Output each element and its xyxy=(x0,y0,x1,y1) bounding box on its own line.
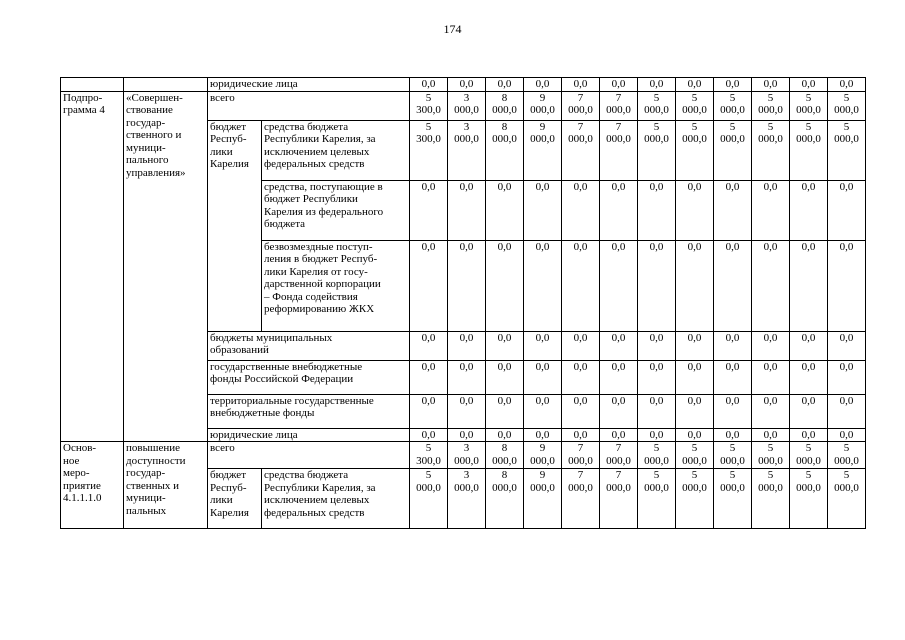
table-value-cell: 0,0 xyxy=(562,180,600,240)
table-value-cell: 0,0 xyxy=(486,180,524,240)
table-value-cell: 0,0 xyxy=(638,428,676,442)
table-label-cell: бюджеты муниципальных образований xyxy=(208,331,410,360)
table-value-cell: 0,0 xyxy=(524,360,562,394)
table-value-cell: 0,0 xyxy=(714,428,752,442)
table-value-cell: 0,0 xyxy=(638,394,676,428)
table-value-cell: 0,0 xyxy=(714,180,752,240)
table-value-cell: 0,0 xyxy=(790,180,828,240)
table-label-cell xyxy=(61,78,124,92)
table-row xyxy=(61,91,866,120)
table-value-cell: 5 000,0 xyxy=(676,442,714,469)
table-value-cell: 0,0 xyxy=(410,428,448,442)
table-value-cell: 5 000,0 xyxy=(828,91,866,120)
table-value-cell: 5 000,0 xyxy=(676,469,714,529)
table-value-cell: 0,0 xyxy=(562,78,600,92)
table-value-cell: 0,0 xyxy=(714,394,752,428)
table-value-cell: 0,0 xyxy=(486,428,524,442)
table-value-cell: 5 000,0 xyxy=(714,91,752,120)
table-value-cell: 0,0 xyxy=(828,240,866,331)
table-value-cell: 0,0 xyxy=(828,331,866,360)
table-label-cell: бюджет Респуб- лики Карелия xyxy=(208,469,262,529)
table-label-cell: повышение доступности государ- ственных и муници- пальных xyxy=(124,442,208,529)
table-value-cell: 0,0 xyxy=(410,240,448,331)
table-value-cell: 0,0 xyxy=(676,331,714,360)
table-value-cell: 0,0 xyxy=(752,78,790,92)
table-value-cell: 3 000,0 xyxy=(448,120,486,180)
table-label-cell: средства бюджета Республики Карелия, за исключением целевых федеральных средств xyxy=(262,120,410,180)
table-value-cell: 0,0 xyxy=(486,360,524,394)
table-value-cell: 0,0 xyxy=(410,78,448,92)
table-value-cell: 0,0 xyxy=(638,78,676,92)
table-value-cell: 0,0 xyxy=(790,394,828,428)
table-value-cell: 5 000,0 xyxy=(790,120,828,180)
table-value-cell: 5 000,0 xyxy=(828,469,866,529)
table-value-cell: 0,0 xyxy=(714,78,752,92)
table-value-cell: 0,0 xyxy=(600,428,638,442)
table-label-cell xyxy=(124,78,208,92)
table-value-cell: 7 000,0 xyxy=(562,442,600,469)
table-value-cell: 0,0 xyxy=(524,240,562,331)
table-value-cell: 5 000,0 xyxy=(676,91,714,120)
table-value-cell: 0,0 xyxy=(524,394,562,428)
table-value-cell: 9 000,0 xyxy=(524,469,562,529)
table-label-cell: «Совершен- ствование государ- ственного и муници- пального управления» xyxy=(124,91,208,442)
table-label-cell: территориальные государственные внебюджетные фонды xyxy=(208,394,410,428)
table-value-cell: 0,0 xyxy=(562,331,600,360)
table-value-cell: 0,0 xyxy=(410,394,448,428)
table-value-cell: 0,0 xyxy=(790,78,828,92)
table-value-cell: 0,0 xyxy=(562,360,600,394)
table-value-cell: 0,0 xyxy=(828,180,866,240)
table-value-cell: 8 000,0 xyxy=(486,91,524,120)
table-value-cell: 7 000,0 xyxy=(600,469,638,529)
table-value-cell: 0,0 xyxy=(828,428,866,442)
table-value-cell: 0,0 xyxy=(790,331,828,360)
table-value-cell: 8 000,0 xyxy=(486,120,524,180)
table-value-cell: 0,0 xyxy=(410,331,448,360)
table-value-cell: 3 000,0 xyxy=(448,442,486,469)
table-value-cell: 5 000,0 xyxy=(752,91,790,120)
table-value-cell: 0,0 xyxy=(752,428,790,442)
table-value-cell: 0,0 xyxy=(486,78,524,92)
table-value-cell: 0,0 xyxy=(562,394,600,428)
table-value-cell: 0,0 xyxy=(828,394,866,428)
table-value-cell: 0,0 xyxy=(600,240,638,331)
table-value-cell: 5 000,0 xyxy=(752,469,790,529)
table-value-cell: 0,0 xyxy=(600,180,638,240)
table-value-cell: 3 000,0 xyxy=(448,469,486,529)
table-value-cell: 0,0 xyxy=(714,360,752,394)
table-value-cell: 0,0 xyxy=(448,428,486,442)
table-value-cell: 0,0 xyxy=(790,428,828,442)
table-value-cell: 0,0 xyxy=(524,180,562,240)
table-value-cell: 0,0 xyxy=(714,240,752,331)
table-value-cell: 5 000,0 xyxy=(638,469,676,529)
table-value-cell: 7 000,0 xyxy=(562,120,600,180)
table-value-cell: 5 000,0 xyxy=(714,469,752,529)
table-value-cell: 3 000,0 xyxy=(448,91,486,120)
table-value-cell: 9 000,0 xyxy=(524,442,562,469)
table-value-cell: 0,0 xyxy=(600,331,638,360)
table-value-cell: 0,0 xyxy=(752,394,790,428)
table-value-cell: 5 000,0 xyxy=(676,120,714,180)
table-value-cell: 0,0 xyxy=(714,331,752,360)
table-label-cell: Подпро- грамма 4 xyxy=(61,91,124,442)
table-value-cell: 5 000,0 xyxy=(752,442,790,469)
table-value-cell: 0,0 xyxy=(448,240,486,331)
table-value-cell: 5 300,0 xyxy=(410,120,448,180)
table-value-cell: 0,0 xyxy=(828,78,866,92)
table-value-cell: 0,0 xyxy=(790,240,828,331)
table-value-cell: 0,0 xyxy=(448,331,486,360)
table-value-cell: 0,0 xyxy=(638,240,676,331)
table-value-cell: 0,0 xyxy=(600,78,638,92)
table-value-cell: 0,0 xyxy=(486,331,524,360)
table-value-cell: 0,0 xyxy=(524,331,562,360)
table-value-cell: 7 000,0 xyxy=(562,469,600,529)
table-value-cell: 5 000,0 xyxy=(828,442,866,469)
table-label-cell: безвозмездные поступ- ления в бюджет Респуб- лики Карелия от госу- дарственной корпорации – Фонда содействия реформированию ЖКХ xyxy=(262,240,410,331)
table-label-cell: Основ- ное меро- приятие 4.1.1.1.0 xyxy=(61,442,124,529)
table-value-cell: 8 000,0 xyxy=(486,469,524,529)
table-value-cell: 0,0 xyxy=(562,240,600,331)
table-label-cell: юридические лица xyxy=(208,428,410,442)
table-value-cell: 5 000,0 xyxy=(714,120,752,180)
table-value-cell: 5 300,0 xyxy=(410,91,448,120)
table-value-cell: 5 000,0 xyxy=(410,469,448,529)
table-value-cell: 0,0 xyxy=(828,360,866,394)
table-row xyxy=(61,442,866,469)
table-label-cell: юридические лица xyxy=(208,78,410,92)
table-value-cell: 0,0 xyxy=(676,240,714,331)
table-value-cell: 5 000,0 xyxy=(714,442,752,469)
table-value-cell: 8 000,0 xyxy=(486,442,524,469)
table-value-cell: 0,0 xyxy=(638,331,676,360)
table-value-cell: 0,0 xyxy=(752,240,790,331)
table-label-cell: бюджет Респуб- лики Карелия xyxy=(208,120,262,331)
table-value-cell: 0,0 xyxy=(752,331,790,360)
table-value-cell: 0,0 xyxy=(410,360,448,394)
table-value-cell: 0,0 xyxy=(752,180,790,240)
table-value-cell: 0,0 xyxy=(410,180,448,240)
table-value-cell: 0,0 xyxy=(562,428,600,442)
table-value-cell: 7 000,0 xyxy=(600,442,638,469)
table-value-cell: 0,0 xyxy=(676,360,714,394)
table-value-cell: 5 300,0 xyxy=(410,442,448,469)
table-value-cell: 7 000,0 xyxy=(600,120,638,180)
table-value-cell: 0,0 xyxy=(600,360,638,394)
table-value-cell: 0,0 xyxy=(676,428,714,442)
table-label-cell: средства бюджета Республики Карелия, за исключением целевых федеральных средств xyxy=(262,469,410,529)
table-value-cell: 5 000,0 xyxy=(790,91,828,120)
table-value-cell: 0,0 xyxy=(676,394,714,428)
table-value-cell: 0,0 xyxy=(448,360,486,394)
table-value-cell: 0,0 xyxy=(600,394,638,428)
table-value-cell: 5 000,0 xyxy=(638,91,676,120)
page-number: 174 xyxy=(443,22,462,36)
table-value-cell: 0,0 xyxy=(448,180,486,240)
table-value-cell: 0,0 xyxy=(524,428,562,442)
table-value-cell: 0,0 xyxy=(752,360,790,394)
table-value-cell: 0,0 xyxy=(790,360,828,394)
table-value-cell: 0,0 xyxy=(448,78,486,92)
table-value-cell: 5 000,0 xyxy=(752,120,790,180)
table-value-cell: 9 000,0 xyxy=(524,120,562,180)
table-value-cell: 0,0 xyxy=(448,394,486,428)
table-value-cell: 0,0 xyxy=(676,78,714,92)
table-label-cell: государственные внебюджетные фонды Российской Федерации xyxy=(208,360,410,394)
table-value-cell: 5 000,0 xyxy=(790,469,828,529)
table-value-cell: 7 000,0 xyxy=(600,91,638,120)
budget-table-body xyxy=(61,78,866,529)
table-value-cell: 5 000,0 xyxy=(828,120,866,180)
table-value-cell: 9 000,0 xyxy=(524,91,562,120)
table-value-cell: 0,0 xyxy=(638,180,676,240)
table-value-cell: 0,0 xyxy=(524,78,562,92)
budget-table xyxy=(60,77,866,529)
table-label-cell: средства, поступающие в бюджет Республики Карелия из федерального бюджета xyxy=(262,180,410,240)
table-value-cell: 0,0 xyxy=(486,394,524,428)
table-value-cell: 0,0 xyxy=(676,180,714,240)
table-label-cell: всего xyxy=(208,91,410,120)
table-value-cell: 5 000,0 xyxy=(638,120,676,180)
table-value-cell: 7 000,0 xyxy=(562,91,600,120)
table-value-cell: 0,0 xyxy=(486,240,524,331)
table-value-cell: 0,0 xyxy=(638,360,676,394)
table-label-cell: всего xyxy=(208,442,410,469)
table-value-cell: 5 000,0 xyxy=(638,442,676,469)
table-value-cell: 5 000,0 xyxy=(790,442,828,469)
table-row xyxy=(61,78,866,92)
